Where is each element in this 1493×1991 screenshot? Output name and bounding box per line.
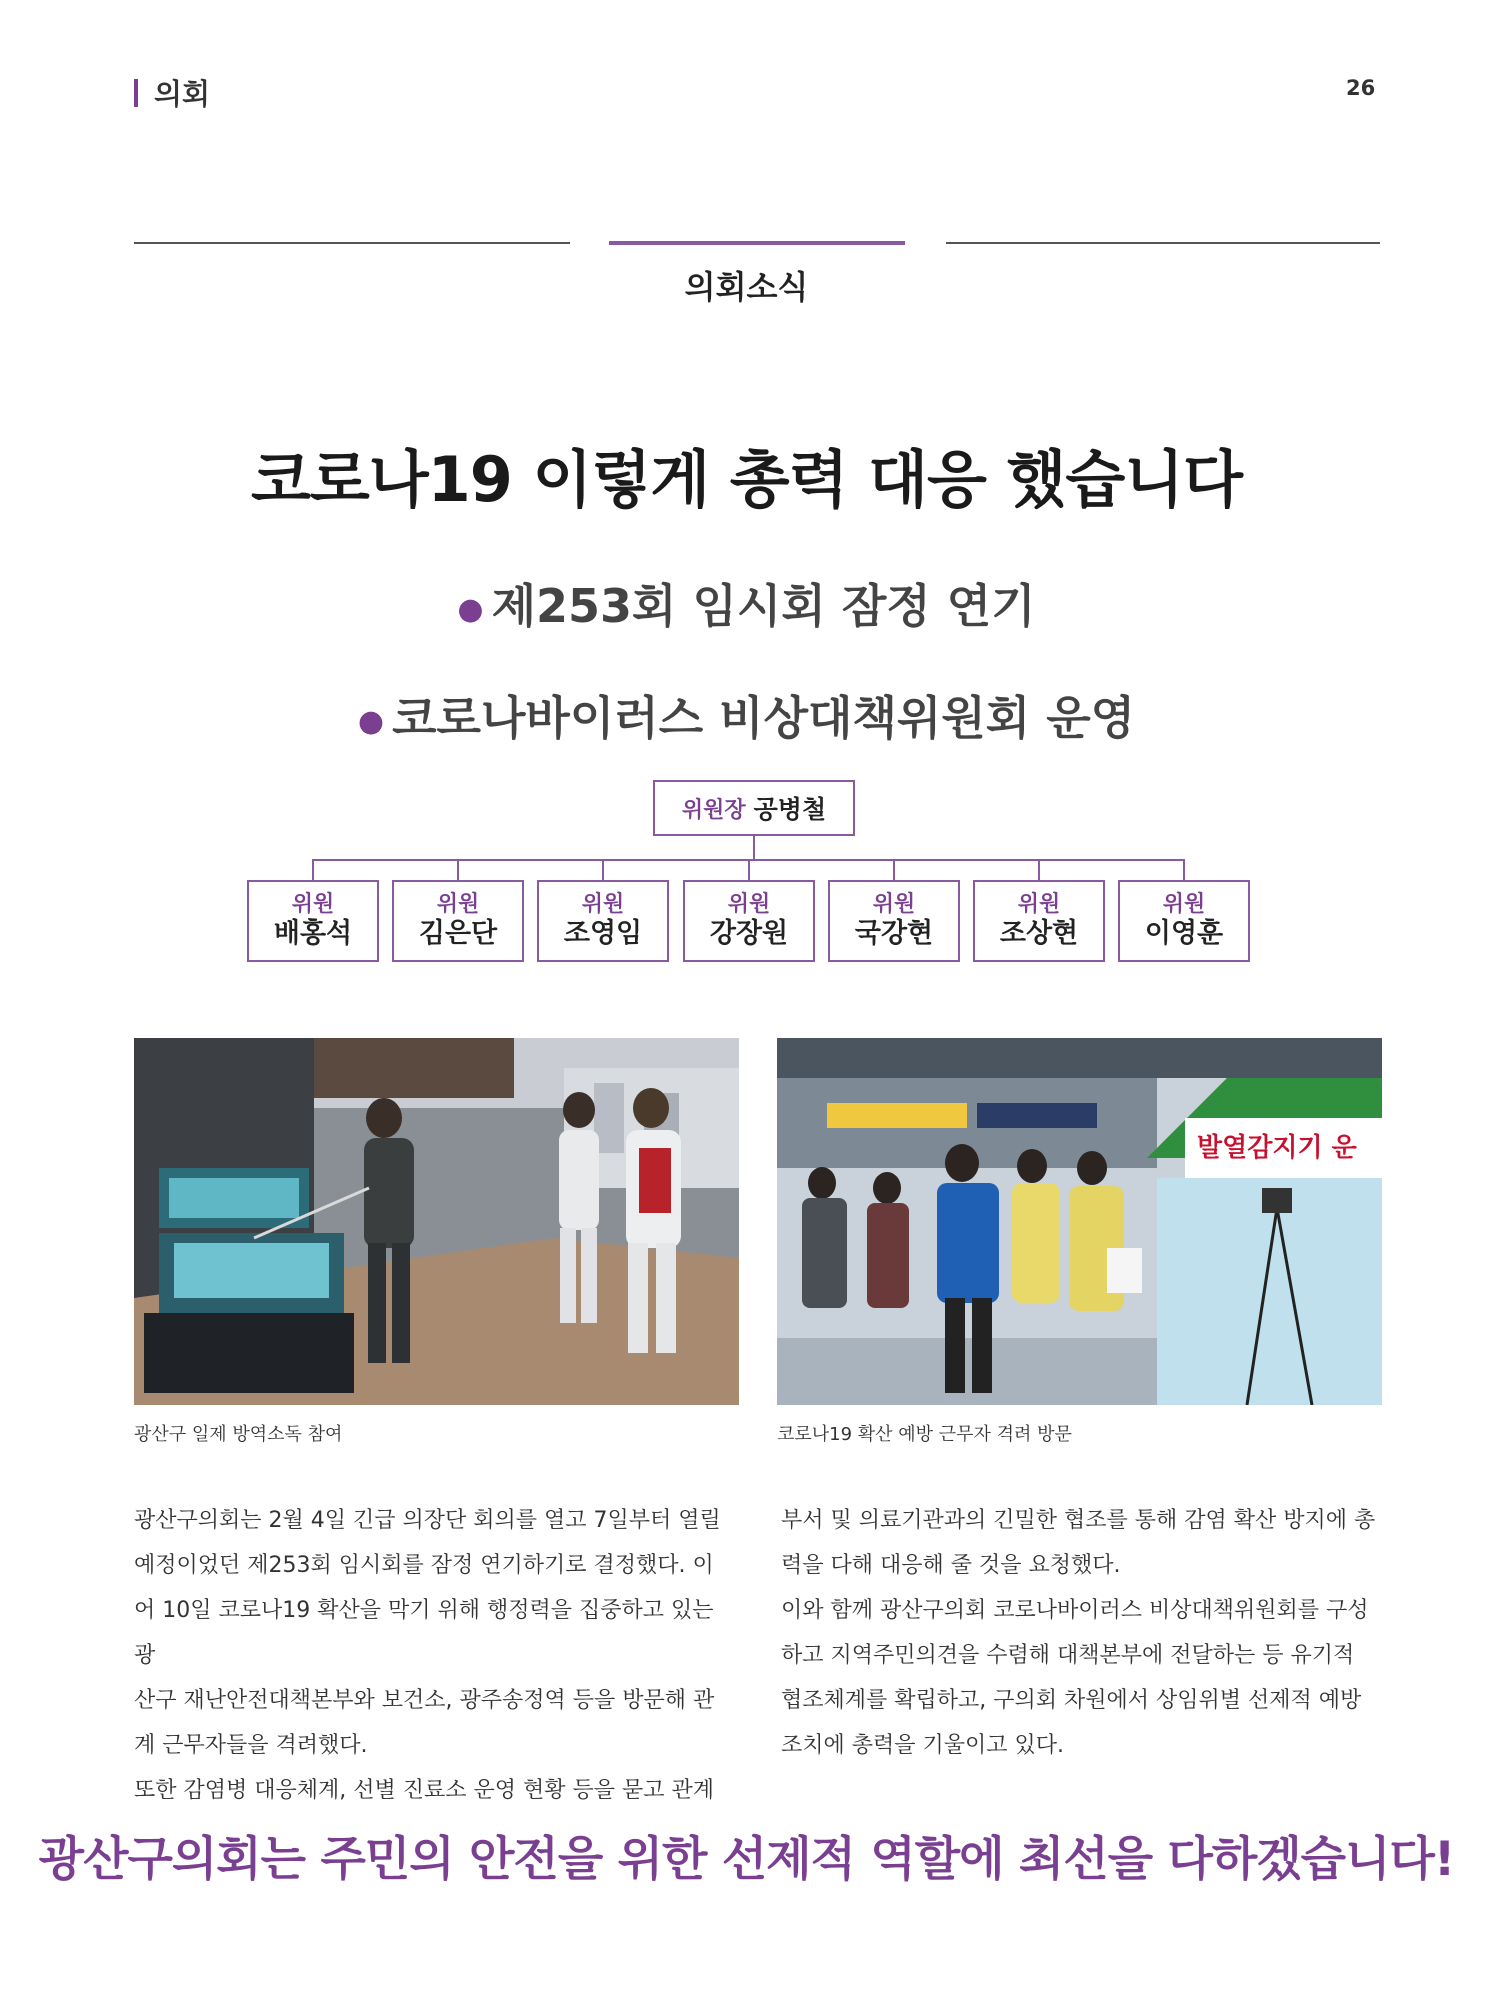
- body-line: 또한 감염병 대응체계, 선별 진료소 운영 현황 등을 묻고 관계: [134, 1778, 714, 1803]
- chair-name: 공병철: [753, 795, 827, 824]
- closing-statement: 광산구의회는 주민의 안전을 위한 선제적 역할에 최선을 다하겠습니다!: [38, 1832, 1455, 1887]
- member-role: 위원: [1162, 891, 1206, 917]
- org-member-box: [247, 880, 379, 962]
- member-name: 이영훈: [1144, 918, 1224, 949]
- member-role: 위원: [581, 891, 625, 917]
- bullet-2: [0, 682, 1493, 748]
- org-connector-vertical: [753, 836, 755, 860]
- photo-caption-1: 광산구 일제 방역소독 참여: [134, 1424, 343, 1445]
- org-connector-drop: [602, 859, 604, 880]
- body-line: 예정이었던 제253회 임시회를 잠정 연기하기로 결정했다. 이: [134, 1553, 714, 1578]
- section-marker: [134, 79, 138, 107]
- divider-left: [134, 242, 570, 244]
- body-line: 부서 및 의료기관과의 긴밀한 협조를 통해 감염 확산 방지에 총: [781, 1508, 1376, 1533]
- member-name: 조영임: [563, 918, 643, 949]
- news-label: 의회소식: [684, 268, 809, 306]
- divider-right: [946, 242, 1380, 244]
- photo-station-illustration: [777, 1038, 1382, 1405]
- body-line: 협조체계를 확립하고, 구의회 차원에서 상임위별 선제적 예방: [781, 1688, 1362, 1713]
- bullet-dot-icon: ●: [357, 704, 385, 739]
- page-title: 코로나19 이렇게 총력 대응 했습니다: [250, 443, 1243, 516]
- body-line: 이와 함께 광산구의회 코로나바이러스 비상대책위원회를 구성: [781, 1598, 1369, 1623]
- org-connector-drop: [312, 859, 314, 880]
- org-member-box: [537, 880, 669, 962]
- photo-caption-2: 코로나19 확산 예방 근무자 격려 방문: [777, 1424, 1072, 1445]
- member-role: 위원: [872, 891, 916, 917]
- body-column-2: [781, 1498, 1381, 1768]
- bullet-1: [0, 570, 1493, 636]
- org-connector-drop: [893, 859, 895, 880]
- chair-role: 위원장: [681, 797, 746, 823]
- member-name: 강장원: [709, 918, 789, 949]
- page-number: 26: [1346, 76, 1376, 100]
- photo-station-visit: [777, 1038, 1382, 1405]
- member-name: 배홍석: [273, 918, 353, 949]
- body-line: 조치에 총력을 기울이고 있다.: [781, 1733, 1064, 1758]
- body-line: 하고 지역주민의견을 수렴해 대책본부에 전달하는 등 유기적: [781, 1643, 1355, 1668]
- bullet-dot-icon: ●: [457, 592, 484, 627]
- body-line: 어 10일 코로나19 확산을 막기 위해 행정력을 집중하고 있는 광: [134, 1598, 714, 1668]
- org-member-box: [1118, 880, 1250, 962]
- org-chair-box: [653, 780, 855, 836]
- member-role: 위원: [291, 891, 335, 917]
- member-role: 위원: [436, 891, 480, 917]
- org-connector-drop: [1183, 859, 1185, 880]
- body-line: 광산구의회는 2월 4일 긴급 의장단 회의를 열고 7일부터 열릴: [134, 1508, 721, 1533]
- org-connector-drop: [1038, 859, 1040, 880]
- member-name: 김은단: [418, 918, 498, 949]
- org-member-box: [392, 880, 524, 962]
- member-name: 조상현: [999, 918, 1079, 949]
- org-connector-drop: [748, 859, 750, 880]
- org-member-box: [683, 880, 815, 962]
- body-line: 계 근무자들을 격려했다.: [134, 1733, 368, 1758]
- section-label: [134, 72, 210, 113]
- bullet-text: 코로나바이러스 비상대책위원회 운영: [392, 691, 1136, 745]
- bullet-text: 제253회 임시회 잠정 연기: [491, 579, 1036, 633]
- body-column-1: [134, 1498, 734, 1813]
- org-member-box: [973, 880, 1105, 962]
- org-connector-drop: [457, 859, 459, 880]
- photo-disinfection-illustration: [134, 1038, 739, 1405]
- body-line: 력을 다해 대응해 줄 것을 요청했다.: [781, 1553, 1121, 1578]
- section-name: 의회: [154, 77, 211, 111]
- banner-text: 발열감지기 운: [1197, 1133, 1357, 1163]
- divider-center: [609, 241, 905, 245]
- photo-disinfection: [134, 1038, 739, 1405]
- member-role: 위원: [1017, 891, 1061, 917]
- member-name: 국강현: [854, 918, 934, 949]
- member-role: 위원: [727, 891, 771, 917]
- org-member-box: [828, 880, 960, 962]
- body-line: 산구 재난안전대책본부와 보건소, 광주송정역 등을 방문해 관: [134, 1688, 715, 1713]
